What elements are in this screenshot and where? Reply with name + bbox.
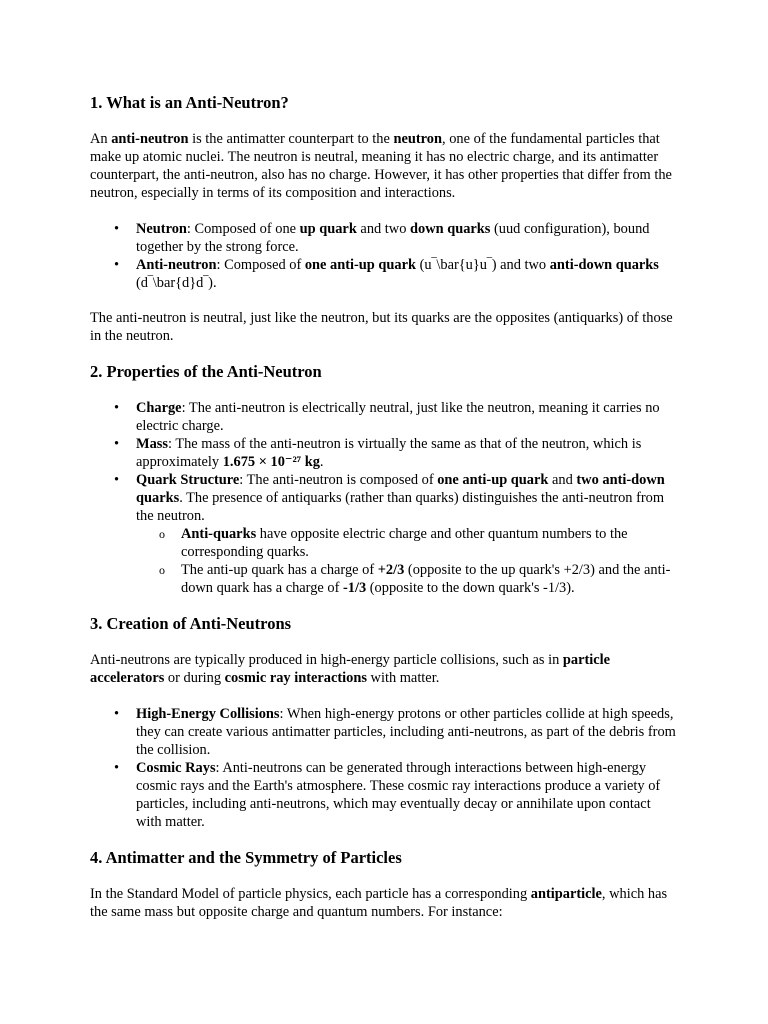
text-run: (u‾\bar{u}u‾) and two xyxy=(416,257,550,273)
bold-text-run: one anti-up quark xyxy=(437,472,549,488)
text-run: The anti-up quark has a charge of xyxy=(181,562,378,578)
text-run: and xyxy=(548,472,577,488)
text-run: is the antimatter counterpart to the xyxy=(188,131,394,147)
text-run: , one of the fundamental particles that make up atomic nuclei. The neutron is neutral, meaning it has no electric charge, and its antimatter counterpart, the anti-neutron, also has no charge. However, it has other properties that differ from the neutron, especially in terms of its composition and interactions. xyxy=(90,131,672,201)
bold-text-run: anti-neutron xyxy=(111,131,189,147)
section-4-heading: 4. Antimatter and the Symmetry of Particles xyxy=(90,848,402,867)
bold-text-run: Quark Structure xyxy=(136,472,240,488)
text-run: Anti-neutrons are typically produced in high-energy particle collisions, such as in xyxy=(90,652,563,668)
bold-text-run: -1/3 xyxy=(342,580,367,596)
list-item xyxy=(90,759,678,831)
list-item xyxy=(90,705,678,759)
sub-list-item xyxy=(136,561,678,597)
bold-text-run: antiparticle xyxy=(530,886,602,902)
section-3-bullet-list xyxy=(90,705,678,831)
text-run: . The presence of antiquarks (rather than quarks) distinguishes the anti-neutron from the neutron. xyxy=(136,490,665,524)
sub-list-item xyxy=(136,525,678,561)
section-1-heading: 1. What is an Anti-Neutron? xyxy=(90,93,289,112)
section-3-heading: 3. Creation of Anti-Neutrons xyxy=(90,614,292,633)
section-3-intro-paragraph xyxy=(90,651,678,687)
section-2-bullet-list xyxy=(90,399,678,597)
text-run: In the Standard Model of particle physics, each particle has a corresponding xyxy=(90,886,531,902)
text-run: The anti-neutron is neutral, just like the neutron, but its quarks are the opposites (antiquarks) of those in the neutron. xyxy=(90,310,673,344)
bold-text-run: up quark xyxy=(299,221,357,237)
bold-text-run: Neutron xyxy=(136,221,187,237)
text-run: : Composed of xyxy=(216,257,305,273)
section-2-sub-list xyxy=(136,525,678,597)
bold-text-run: Anti-neutron xyxy=(136,257,217,273)
text-run: : Anti-neutrons can be generated through interactions between high-energy cosmic rays and the Earth's atmosphere. These cosmic ray interactions produce a variety of particles, including anti-neutrons, which may eventually decay or annihilate upon contact with matter. xyxy=(136,760,661,830)
bold-text-run: anti-down quarks xyxy=(549,257,659,273)
bold-text-run: cosmic ray interactions xyxy=(224,670,367,686)
text-run: : The mass of the anti-neutron is virtually the same as that of the neutron, which is approximately xyxy=(136,436,642,470)
text-run: : When high-energy protons or other particles collide at high speeds, they can create various antimatter particles, including anti-neutrons, as part of the debris from the collision. xyxy=(136,706,676,758)
list-item xyxy=(90,435,678,471)
text-run: have opposite electric charge and other quantum numbers to the corresponding quarks. xyxy=(181,526,628,560)
list-item xyxy=(90,220,678,256)
text-run: , which has the same mass but opposite charge and quantum numbers. For instance: xyxy=(90,886,668,920)
bold-text-run: Cosmic Rays xyxy=(136,760,216,776)
section-1-intro-paragraph xyxy=(90,130,678,202)
list-item xyxy=(90,399,678,435)
bold-text-run: Anti-quarks xyxy=(181,526,257,542)
section-4-intro-paragraph xyxy=(90,885,678,921)
text-run: and two xyxy=(356,221,410,237)
text-run: : The anti-neutron is electrically neutral, just like the neutron, meaning it carries no electric charge. xyxy=(136,400,660,434)
text-run: (uud configuration), bound together by the strong force. xyxy=(136,221,650,255)
bold-text-run: particle accelerators xyxy=(90,652,611,686)
list-item xyxy=(90,256,678,292)
bold-text-run: +2/3 xyxy=(377,562,405,578)
bold-text-run: 1.675 × 10⁻²⁷ kg xyxy=(222,454,320,470)
text-run: or during xyxy=(164,670,225,686)
list-item-text xyxy=(136,472,665,524)
bold-text-run: two anti-down quarks xyxy=(136,472,665,506)
section-1-closing-paragraph xyxy=(90,309,678,345)
bold-text-run: Mass xyxy=(136,436,168,452)
text-run: . xyxy=(319,454,324,470)
text-run: (opposite to the down quark's -1/3). xyxy=(366,580,575,596)
section-1-bullet-list xyxy=(90,220,678,292)
bold-text-run: down quarks xyxy=(410,221,491,237)
bold-text-run: High-Energy Collisions xyxy=(136,706,280,722)
text-run: An xyxy=(90,131,112,147)
section-2-heading: 2. Properties of the Anti-Neutron xyxy=(90,362,322,381)
list-item xyxy=(90,471,678,597)
bold-text-run: one anti-up quark xyxy=(304,257,417,273)
text-run: with matter. xyxy=(366,670,440,686)
text-run: : The anti-neutron is composed of xyxy=(239,472,438,488)
bold-text-run: neutron xyxy=(393,131,442,147)
text-run: (opposite to the up quark's +2/3) and the anti-down quark has a charge of xyxy=(181,562,671,596)
text-run: (d‾\bar{d}d‾). xyxy=(136,275,217,291)
text-run: : Composed of one xyxy=(186,221,300,237)
bold-text-run: Charge xyxy=(136,400,182,416)
